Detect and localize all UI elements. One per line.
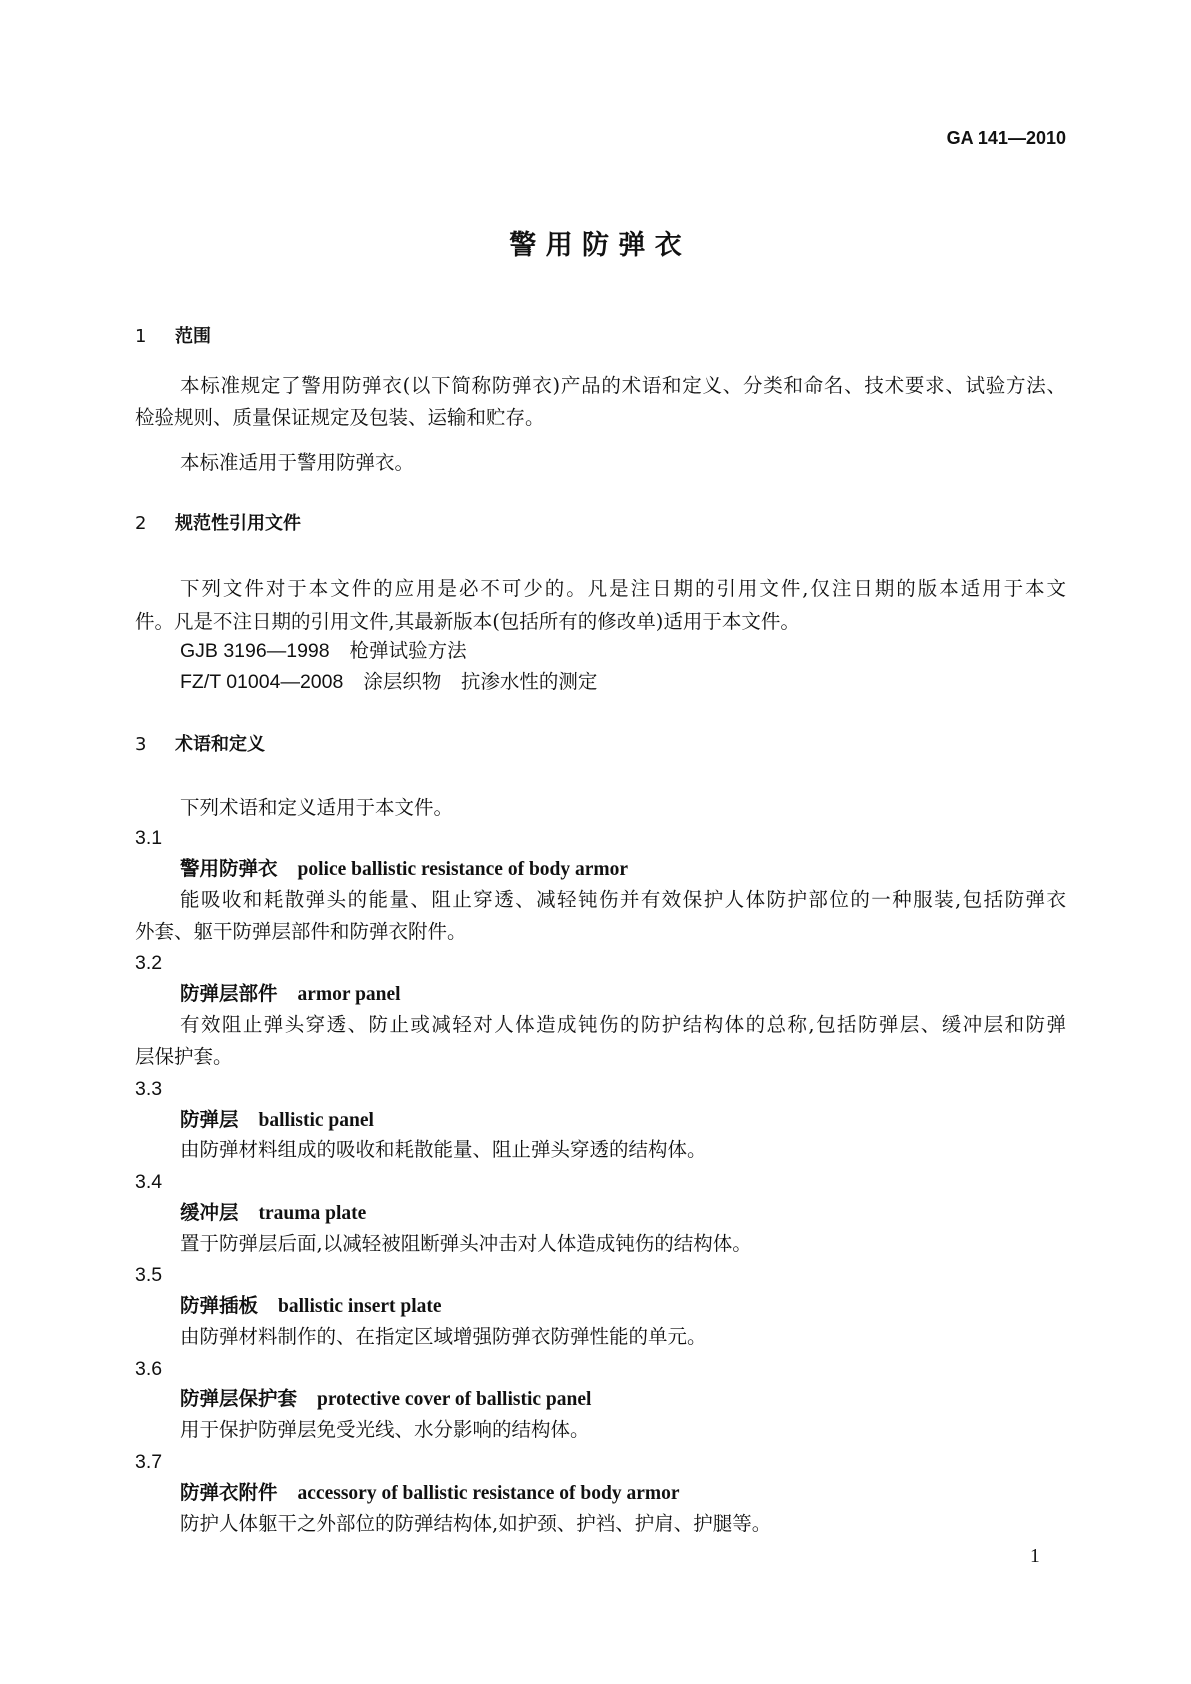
term-zh: 防弹层部件 — [180, 982, 278, 1005]
page-title: 警 用 防 弹 衣 — [509, 230, 682, 261]
reference-name: 涂层织物 抗渗水性的测定 — [363, 670, 598, 693]
term-zh: 警用防弹衣 — [180, 857, 278, 880]
term-entry — [180, 857, 628, 882]
term-entry — [180, 1294, 442, 1319]
term-en: ballistic panel — [258, 1110, 374, 1131]
section-number: 3 — [135, 734, 147, 755]
reference-item — [180, 639, 467, 663]
term-en: police ballistic resistance of body armor — [297, 859, 629, 880]
term-number: 3.3 — [135, 1078, 163, 1100]
reference-item — [180, 670, 597, 694]
paragraph-line: 件。凡是不注日期的引用文件,其最新版本(包括所有的修改单)适用于本文件。 — [135, 610, 800, 633]
section-2-heading — [135, 512, 301, 536]
section-title: 规范性引用文件 — [175, 513, 301, 534]
definition-line: 由防弹材料组成的吸收和耗散能量、阻止弹头穿透的结构体。 — [180, 1138, 707, 1161]
section-1-heading — [135, 325, 211, 349]
term-en: accessory of ballistic resistance of body armor — [297, 1483, 680, 1504]
paragraph-line: 本标准适用于警用防弹衣。 — [180, 451, 415, 474]
definition-line: 置于防弹层后面,以减轻被阻断弹头冲击对人体造成钝伤的结构体。 — [180, 1232, 752, 1255]
definition-line: 外套、躯干防弹层部件和防弹衣附件。 — [135, 920, 467, 943]
term-entry — [180, 1387, 591, 1412]
term-en: trauma plate — [258, 1203, 367, 1224]
reference-code: GJB 3196—1998 — [180, 640, 330, 662]
term-zh: 防弹层 — [180, 1108, 239, 1131]
term-zh: 缓冲层 — [180, 1201, 239, 1224]
term-zh: 防弹衣附件 — [180, 1481, 278, 1504]
section-number: 1 — [135, 326, 147, 347]
term-entry — [180, 982, 401, 1007]
section-3-heading — [135, 733, 265, 757]
definition-line: 由防弹材料制作的、在指定区域增强防弹衣防弹性能的单元。 — [180, 1325, 707, 1348]
term-en: protective cover of ballistic panel — [317, 1389, 592, 1410]
term-number: 3.1 — [135, 827, 163, 849]
standard-number: GA 141—2010 — [946, 128, 1066, 148]
term-number: 3.5 — [135, 1264, 163, 1286]
definition-line: 能吸收和耗散弹头的能量、阻止穿透、减轻钝伤并有效保护人体防护部位的一种服装,包括防弹衣 — [180, 888, 1066, 911]
term-entry — [180, 1481, 680, 1506]
paragraph-line: 本标准规定了警用防弹衣(以下简称防弹衣)产品的术语和定义、分类和命名、技术要求、试验方法、 — [180, 374, 1066, 397]
term-number: 3.2 — [135, 952, 163, 974]
term-en: armor panel — [297, 984, 401, 1005]
reference-name: 枪弹试验方法 — [349, 639, 467, 662]
term-en: ballistic insert plate — [278, 1296, 442, 1317]
definition-line: 有效阻止弹头穿透、防止或减轻对人体造成钝伤的防护结构体的总称,包括防弹层、缓冲层和防弹 — [180, 1013, 1066, 1036]
definition-line: 层保护套。 — [135, 1045, 233, 1068]
page-number: 1 — [1030, 1546, 1040, 1567]
term-entry — [180, 1108, 374, 1133]
section-number: 2 — [135, 513, 147, 534]
paragraph-line: 下列文件对于本文件的应用是必不可少的。凡是注日期的引用文件,仅注日期的版本适用于本文 — [180, 577, 1066, 600]
section-title: 术语和定义 — [175, 734, 265, 755]
reference-code: FZ/T 01004—2008 — [180, 671, 344, 693]
definition-line: 防护人体躯干之外部位的防弹结构体,如护颈、护裆、护肩、护腿等。 — [180, 1512, 772, 1535]
paragraph-line: 检验规则、质量保证规定及包装、运输和贮存。 — [135, 406, 545, 429]
term-zh: 防弹层保护套 — [180, 1387, 298, 1410]
definition-line: 用于保护防弹层免受光线、水分影响的结构体。 — [180, 1418, 590, 1441]
term-number: 3.7 — [135, 1451, 163, 1473]
term-zh: 防弹插板 — [180, 1294, 259, 1317]
term-number: 3.4 — [135, 1171, 163, 1193]
term-entry — [180, 1201, 366, 1226]
paragraph-line: 下列术语和定义适用于本文件。 — [180, 796, 454, 819]
section-title: 范围 — [175, 326, 211, 347]
term-number: 3.6 — [135, 1358, 163, 1380]
